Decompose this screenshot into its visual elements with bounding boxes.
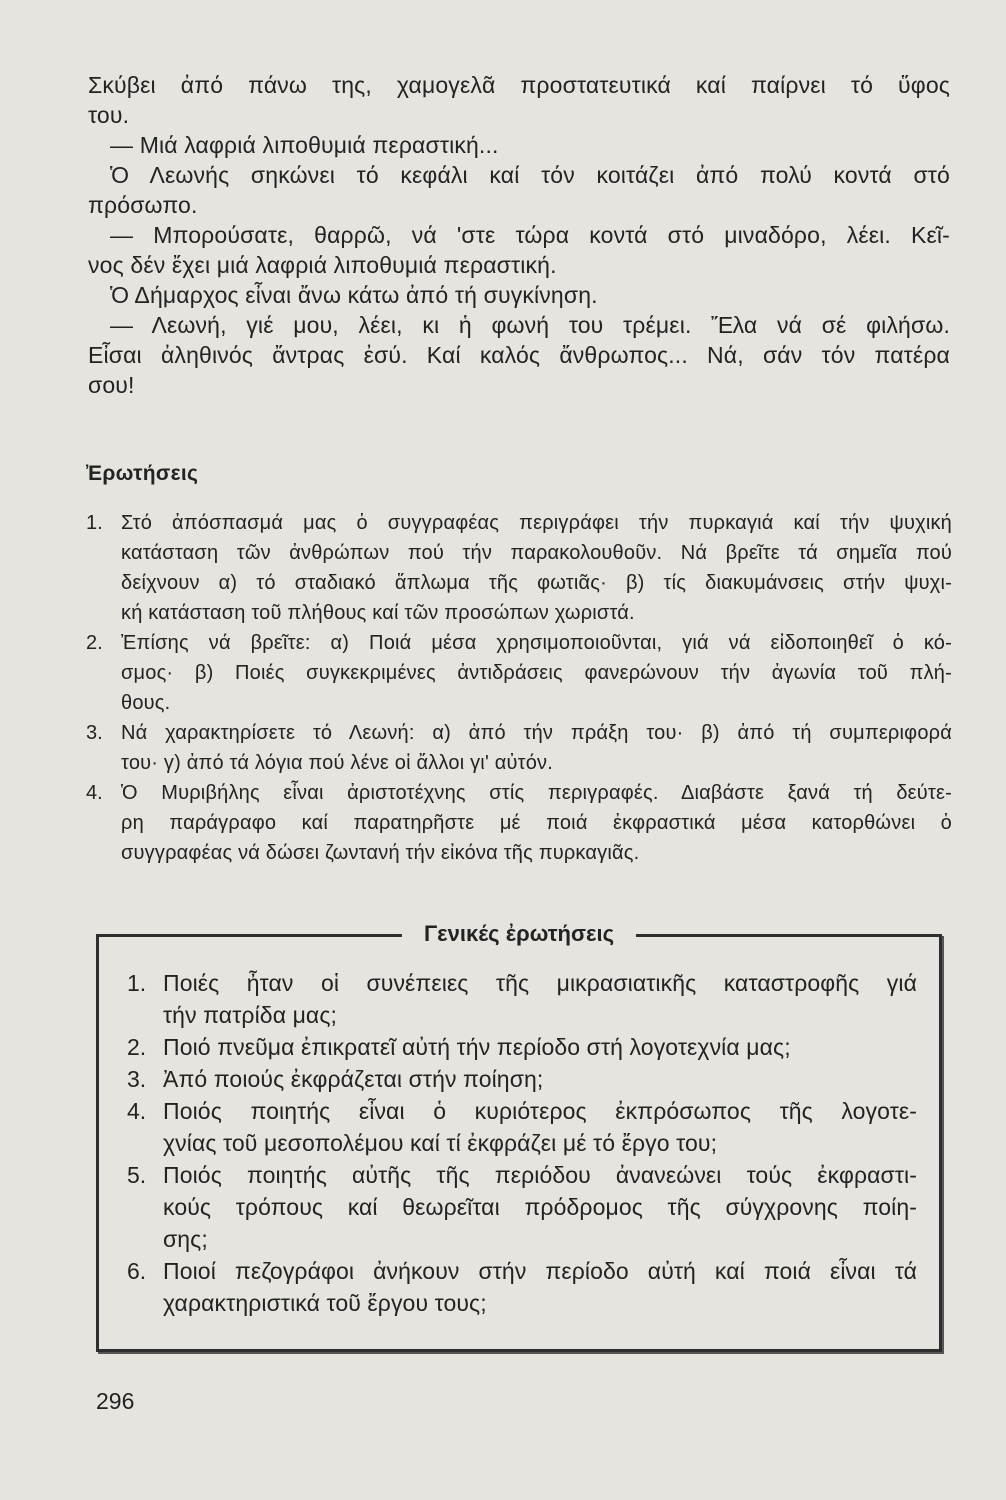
question-line: κατάσταση τῶν ἀνθρώπων πού τήν παρακολουθοῦν. Νά βρεῖτε τά σημεῖα πού	[121, 542, 952, 564]
general-question-line: Ποιές ἦταν οἱ συνέπειες τῆς μικρασιατικῆς καταστροφῆς γιά	[163, 970, 917, 996]
question-line: Νά χαρακτηρίσετε τό Λεωνή: α) ἀπό τήν πράξη του· β) ἀπό τή συμπεριφορά	[121, 722, 952, 744]
narrative-line: — Μιά λαφριά λιποθυμιά περαστική...	[110, 132, 499, 158]
general-question-line: σης;	[163, 1226, 208, 1252]
question-number: 3.	[86, 722, 103, 744]
general-question-number: 4.	[127, 1098, 147, 1124]
questions-list	[86, 508, 952, 868]
question-line: θους.	[121, 692, 171, 714]
general-question-item	[127, 967, 917, 1031]
question-item	[86, 718, 952, 778]
question-line: Στό ἀπόσπασμά μας ὁ συγγραφέας περιγράφει τήν πυρκαγιά καί τήν ψυχική	[121, 512, 952, 534]
question-line: Ἐπίσης νά βρεῖτε: α) Ποιά μέσα χρησιμοποιοῦνται, γιά νά εἰδοποιηθεῖ ὁ κό-	[121, 632, 952, 654]
general-question-line: τήν πατρίδα μας;	[163, 1002, 337, 1028]
narrative-line: νος δέν ἔχει μιά λαφριά λιποθυμιά περαστική.	[88, 252, 557, 278]
question-line: κή κατάσταση τοῦ πλήθους καί τῶν προσώπων χωριστά.	[121, 602, 635, 624]
general-question-line: Ποιό πνεῦμα ἐπικρατεῖ αὐτή τήν περίοδο στή λογοτεχνία μας;	[163, 1034, 791, 1060]
question-line: δείχνουν α) τό σταδιακό ἅπλωμα τῆς φωτιᾶς· β) τίς διακυμάνσεις στήν ψυχι-	[121, 572, 952, 594]
general-question-item	[127, 1063, 917, 1095]
question-item	[86, 628, 952, 718]
question-line: Ὁ Μυριβήλης εἶναι ἀριστοτέχνης στίς περιγραφές. Διαβάστε ξανά τή δεύτε-	[121, 782, 952, 804]
narrative-text	[88, 70, 950, 400]
general-question-number: 3.	[127, 1066, 147, 1092]
question-line: ρη παράγραφο καί παρατηρῆστε μέ ποιά ἐκφραστικά μέσα κατορθώνει ὁ	[121, 812, 952, 834]
question-item	[86, 778, 952, 868]
narrative-line: — Μπορούσατε, θαρρῶ, νά 'στε τώρα κοντά στό μιναδόρο, λέει. Κεῖ-	[110, 222, 950, 248]
narrative-line: σου!	[88, 372, 135, 398]
question-number: 4.	[86, 782, 103, 804]
narrative-line: πρόσωπο.	[88, 192, 198, 218]
general-question-line: χνίας τοῦ μεσοπολέμου καί τί ἐκφράζει μέ τό ἔργο του;	[163, 1130, 718, 1156]
general-questions-list	[127, 967, 917, 1319]
question-item	[86, 508, 952, 628]
narrative-line: Σκύβει ἀπό πάνω της, χαμογελᾶ προστατευτικά καί παίρνει τό ὕφος	[88, 72, 950, 98]
question-number: 1.	[86, 512, 103, 534]
general-question-number: 6.	[127, 1258, 147, 1284]
question-line: σμος· β) Ποιές συγκεκριμένες ἀντιδράσεις φανερώνουν τήν ἀγωνία τοῦ πλή-	[121, 662, 952, 684]
general-question-number: 1.	[127, 970, 147, 996]
narrative-line: Ὁ Δήμαρχος εἶναι ἄνω κάτω ἀπό τή συγκίνηση.	[110, 282, 598, 308]
general-question-item	[127, 1095, 917, 1159]
general-question-item	[127, 1159, 917, 1255]
general-question-item	[127, 1031, 917, 1063]
general-question-item	[127, 1255, 917, 1319]
narrative-line: Εἶσαι ἀληθινός ἄντρας ἐσύ. Καί καλός ἄνθρωπος... Νά, σάν τόν πατέρα	[88, 342, 950, 368]
question-line: συγγραφέας νά δώσει ζωντανή τήν εἰκόνα τῆς πυρκαγιᾶς.	[121, 842, 640, 864]
general-question-line: Ποιός ποιητής αὐτῆς τῆς περιόδου ἀνανεώνει τούς ἐκφραστι-	[163, 1162, 917, 1188]
general-questions-box	[96, 921, 942, 1352]
general-questions-title: Γενικές ἐρωτήσεις	[402, 921, 636, 947]
general-question-line: Ποιοί πεζογράφοι ἀνήκουν στήν περίοδο αὐτή καί ποιά εἶναι τά	[163, 1258, 917, 1284]
page-number: 296	[96, 1388, 135, 1414]
general-question-number: 5.	[127, 1162, 147, 1188]
general-question-line: χαρακτηριστικά τοῦ ἔργου τους;	[163, 1290, 487, 1316]
general-question-number: 2.	[127, 1034, 147, 1060]
general-question-line: Ἀπό ποιούς ἐκφράζεται στήν ποίηση;	[163, 1066, 544, 1092]
questions-heading: Ἐρωτήσεις	[86, 462, 199, 485]
narrative-line: — Λεωνή, γιέ μου, λέει, κι ἡ φωνή του τρέμει. Ἔλα νά σέ φιλήσω.	[110, 312, 950, 338]
narrative-line: Ὁ Λεωνής σηκώνει τό κεφάλι καί τόν κοιτάζει ἀπό πολύ κοντά στό	[110, 162, 950, 188]
question-line: του· γ) ἀπό τά λόγια πού λένε οἱ ἄλλοι γι' αὐτόν.	[121, 752, 553, 774]
general-question-line: κούς τρόπους καί θεωρεῖται πρόδρομος τῆς σύγχρονης ποίη-	[163, 1194, 917, 1220]
narrative-line: του.	[88, 102, 130, 128]
question-number: 2.	[86, 632, 103, 654]
general-question-line: Ποιός ποιητής εἶναι ὁ κυριότερος ἐκπρόσωπος τῆς λογοτε-	[163, 1098, 917, 1124]
